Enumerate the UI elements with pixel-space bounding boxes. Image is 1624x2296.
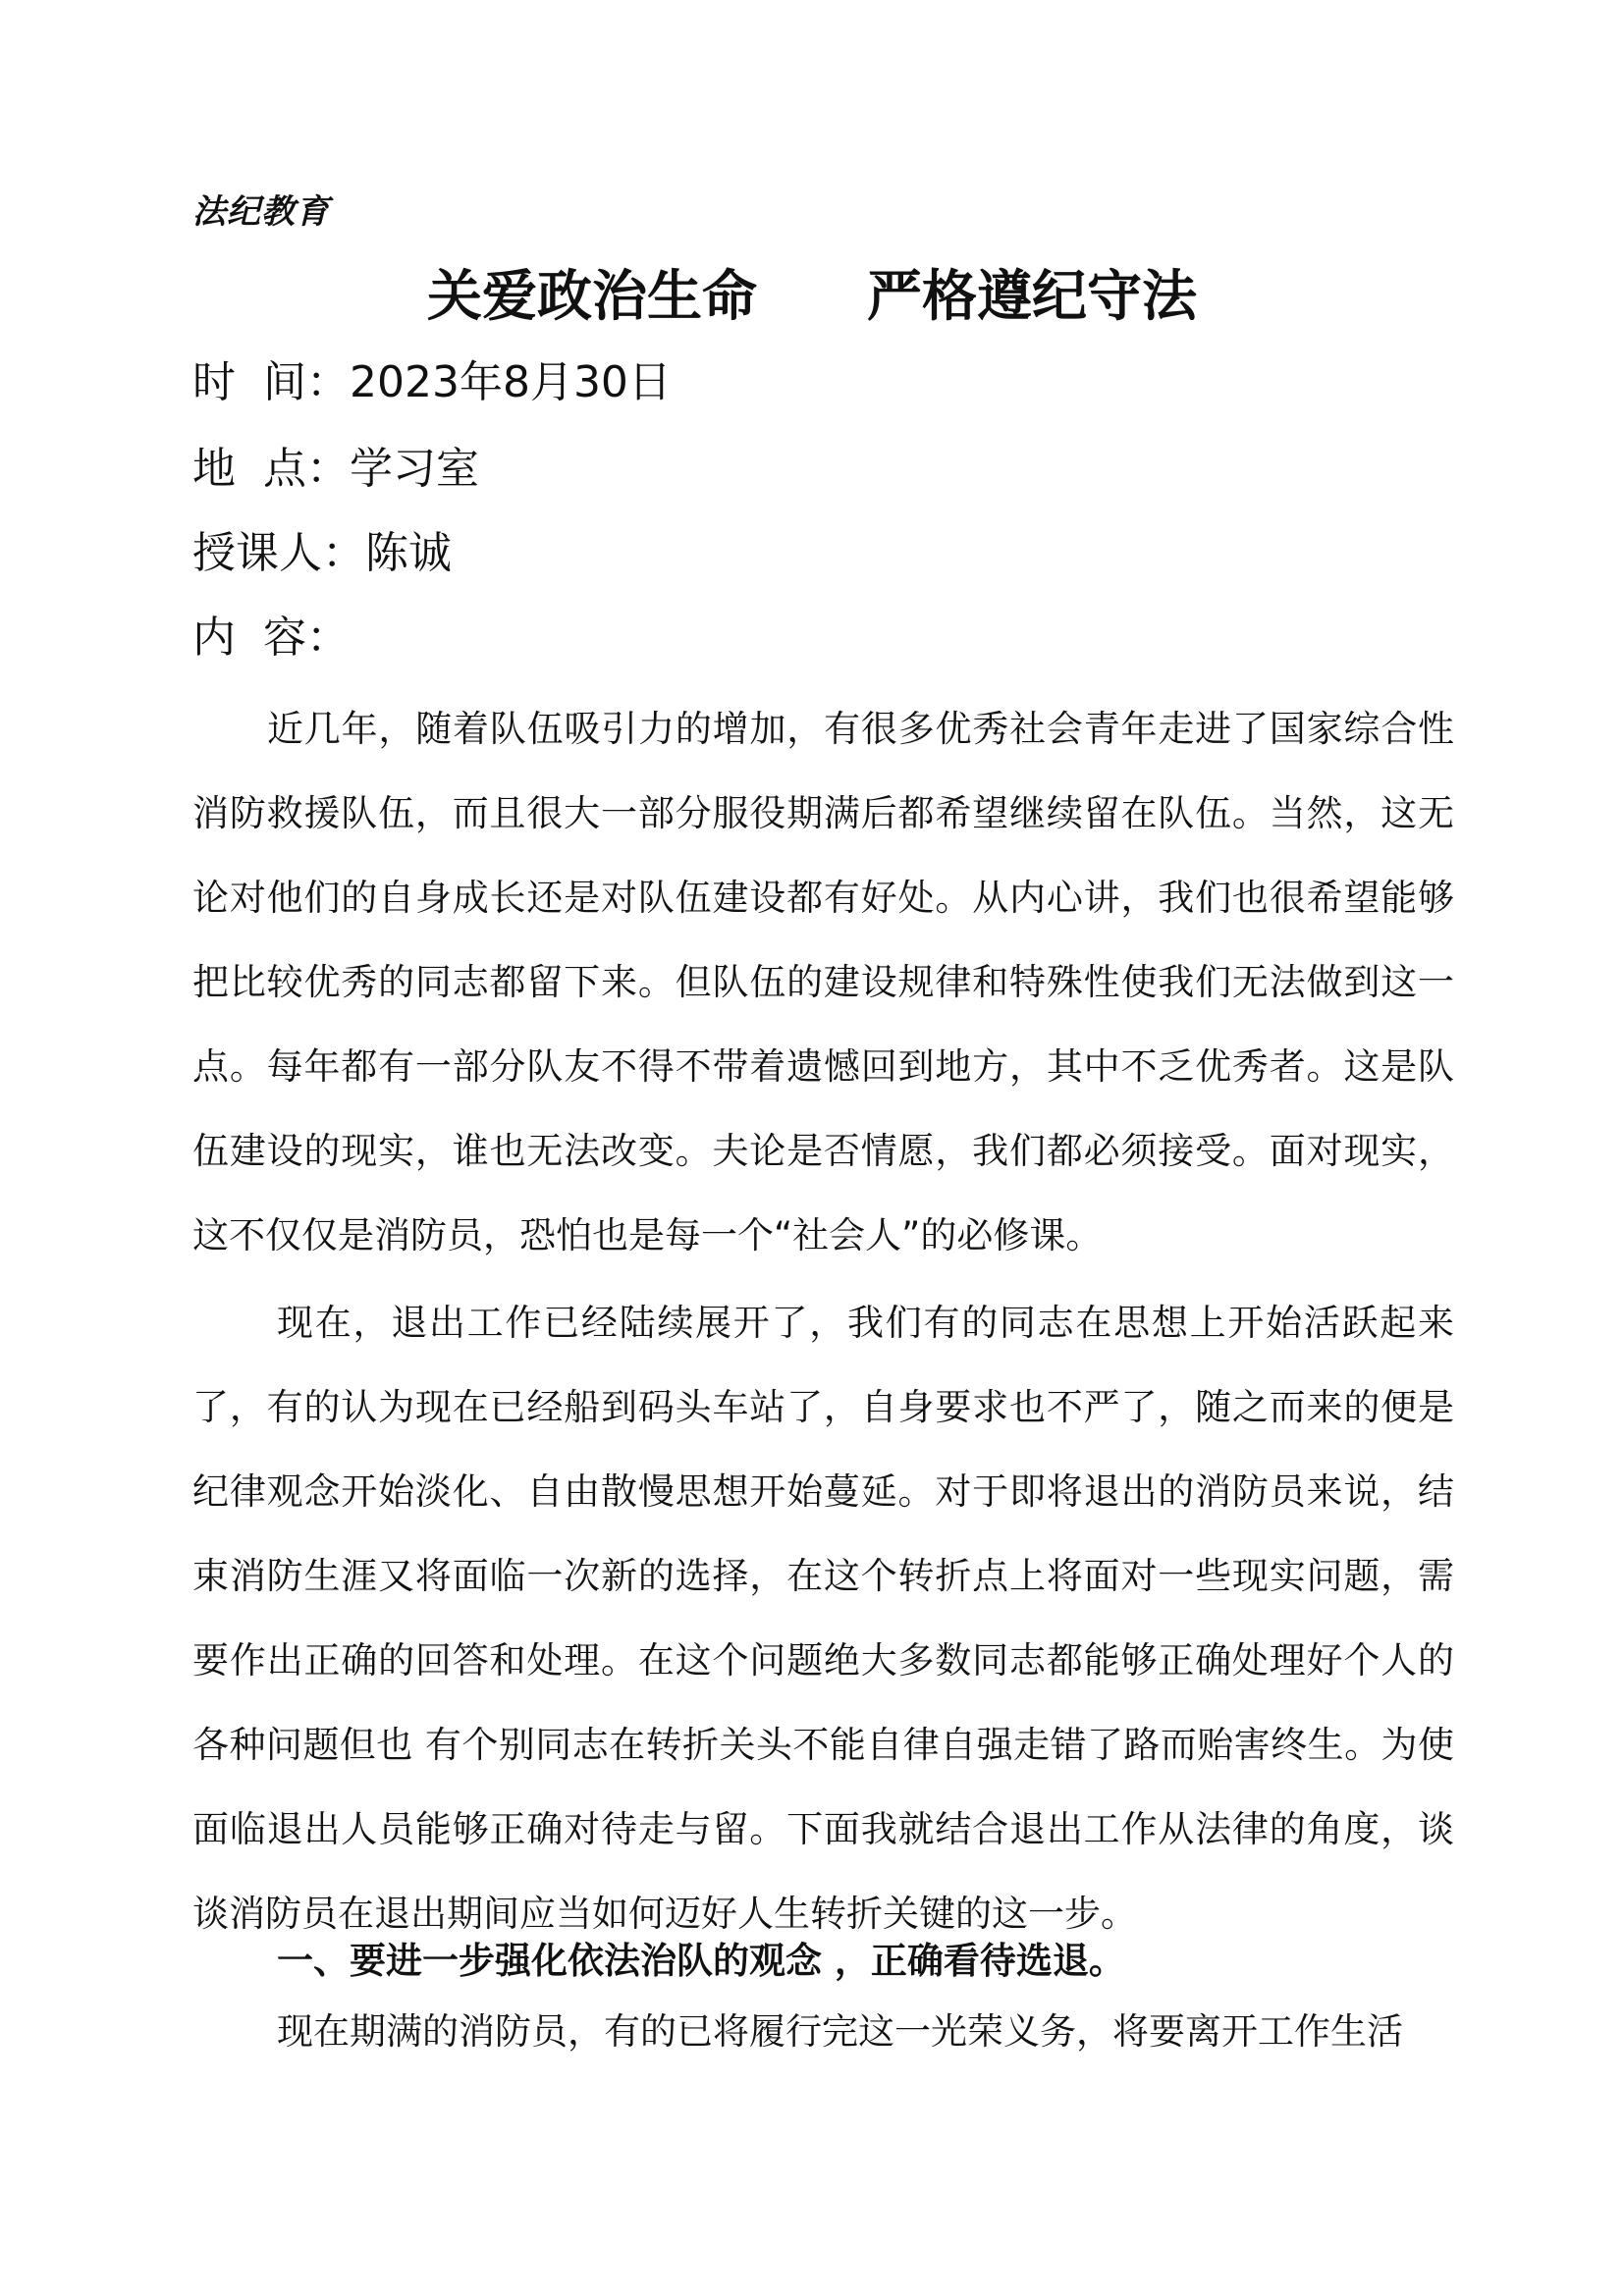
meta-content-label: 内 容： — [192, 613, 350, 663]
meta-time: 时 间：2023年8月30日 — [192, 357, 672, 407]
paragraph-3: 现在期满的消防员，有的已将履行完这一光荣义务，将要离开工作生活 — [277, 2010, 1403, 2053]
document-category: 法纪教育 — [192, 192, 330, 232]
document-title: 关爱政治生命 严格遵纪守法 — [427, 264, 1197, 329]
paragraph-1: 近几年，随着队伍吸引力的增加，有很多优秀社会青年走进了国家综合性消防救援队伍，而且很大一部分服役期满后都希望继续留在队伍。当然，这无论对他们的自身成长还是对队伍建设都有好处。从内心讲，我们也很希望能够把比较优秀的同志都留下来。但队伍的建设规律和特殊性使我们无法做到这一点。每年都有一部分队友不得不带着遗憾回到地方，其中不乏优秀者。这是队伍建设的现实，谁也无法改变。夫论是否情愿，我们都必须接受。面对现实，这不仅仅是消防员，恐怕也是每一个“社会人”的必修课。 — [192, 708, 1454, 1256]
meta-teacher: 授课人：陈诚 — [192, 528, 452, 578]
section-heading-1: 一、要进一步强化依法治队的观念 ，正确看待选退。 — [277, 1940, 1125, 1982]
meta-place: 地 点：学习室 — [192, 444, 479, 494]
paragraph-2: 现在，退出工作已经陆续展开了，我们有的同志在思想上开始活跃起来了，有的认为现在已经船到码头车站了，自身要求也不严了，随之而来的便是纪律观念开始淡化、自由散慢思想开始蔓延。对于即将退出的消防员来说，结束消防生涯又将面临一次新的选择，在这个转折点上将面对一些现实问题，需要作出正确的回答和处理。在这个问题绝大多数同志都能够正确处理好个人的各种问题但也 有个别同志在转折关头不能自律自强走错了路而贻害终生。为使面临退出人员能够正确对待走与留。下面我就结合退出工作从法律的角度，谈谈消防员在退出期间应当如何迈好人生转折关键的这一步。 — [192, 1302, 1454, 1935]
